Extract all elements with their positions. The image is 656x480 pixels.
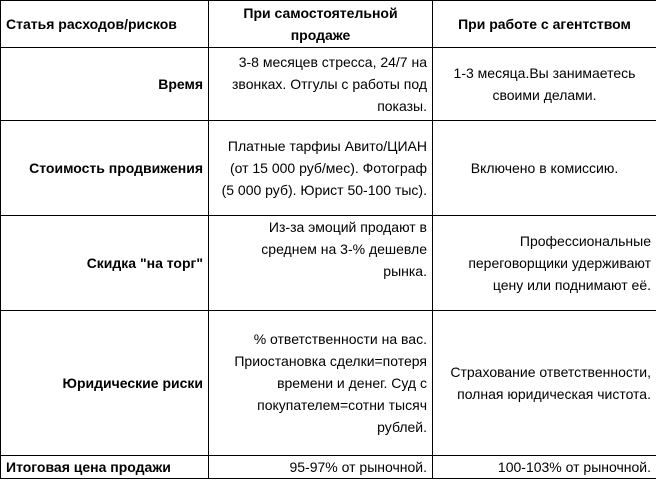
table-row [1,216,656,311]
table-row [1,456,656,479]
self-sale-cell: % ответственности на вас. Приостановка сделки=потеря времени и денег. Суд с покупателем=сотни тысяч рублей. [209,311,433,456]
row-label: Итоговая цена продажи [1,456,209,479]
self-sale-cell: 95-97% от рыночной. [209,456,433,479]
agency-cell: Профессиональные переговорщики удерживают цену или поднимают её. [433,216,656,311]
agency-cell: 100-103% от рыночной. [433,456,656,479]
row-label: Стоимость продвижения [1,121,209,216]
self-sale-cell: Из-за эмоций продают в среднем на 3-% дешевле рынка. [209,216,433,311]
self-sale-cell: 3-8 месяцев стресса, 24/7 на звонках. Отгулы с работы под показы. [209,48,433,121]
agency-cell: 1-3 месяца.Вы занимаетесь своими делами. [433,48,656,121]
header-row [1,1,656,48]
header-cell-item: Статья расходов/рисков [1,1,209,48]
header-cell-self: При самостоятельной продаже [209,1,433,48]
row-label: Время [1,48,209,121]
table-row [1,121,656,216]
agency-cell: Страхование ответственности, полная юридическая чистота. [433,311,656,456]
table-row [1,311,656,456]
agency-cell: Включено в комиссию. [433,121,656,216]
row-label: Юридические риски [1,311,209,456]
header-cell-agency: При работе с агентством [433,1,656,48]
row-label: Скидка "на торг" [1,216,209,311]
self-sale-cell: Платные тарфиы Авито/ЦИАН (от 15 000 руб/мес). Фотограф (5 000 руб). Юрист 50-100 тыс). [209,121,433,216]
table-row [1,48,656,121]
